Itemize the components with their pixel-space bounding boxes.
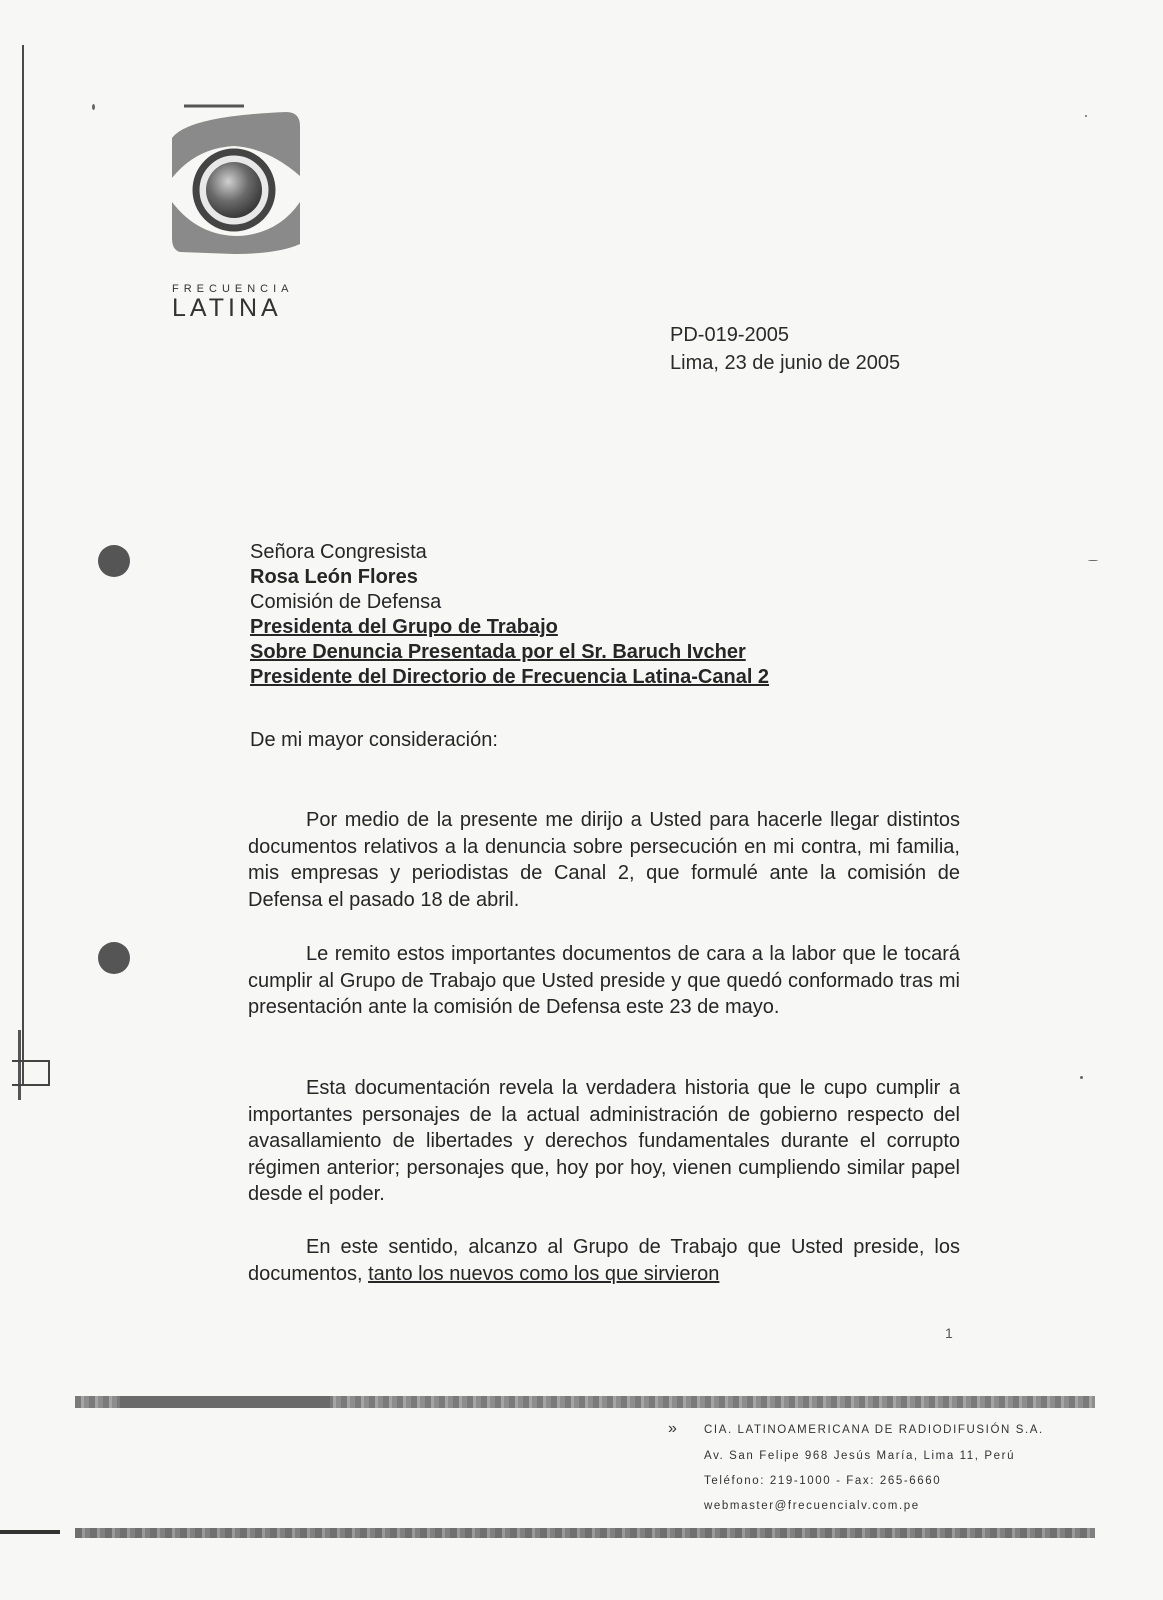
recipient-subject-cont: Presidente del Directorio de Frecuencia Latina-Canal 2 (250, 666, 770, 688)
paragraph-text: Le remito estos importantes documentos de cara a la labor que le tocará cumplir al Grupo de Trabajo que Usted preside y que quedó conformado tras mi presentación ante la comisión de Defensa este 23 de mayo. (248, 943, 960, 1018)
chevron-right-icon: » (668, 1420, 677, 1437)
recipient-block (250, 540, 769, 690)
recipient-title: Señora Congresista (250, 541, 427, 563)
footer-rule-bottom (75, 1528, 1095, 1538)
page-number: 1 (945, 1325, 953, 1341)
clip-mark (12, 1060, 50, 1086)
punch-hole (98, 942, 130, 974)
salutation: De mi mayor consideración: (250, 729, 498, 751)
recipient-role: Presidenta del Grupo de Trabajo (250, 616, 558, 638)
footer-address: Av. San Felipe 968 Jesús María, Lima 11, Perú (704, 1450, 1016, 1462)
footer-email: webmaster@frecuencialv.com.pe (704, 1500, 920, 1512)
logo-subtitle: FRECUENCIA (172, 283, 294, 295)
footer-rule-left (0, 1530, 60, 1534)
recipient-commission: Comisión de Defensa (250, 591, 442, 613)
footer-company: CIA. LATINOAMERICANA DE RADIODIFUSIÓN S.A. (704, 1424, 1044, 1436)
scan-edge-line (22, 45, 24, 1085)
body-paragraph (248, 1075, 960, 1208)
recipient-subject: Sobre Denuncia Presentada por el Sr. Baruch Ivcher (250, 641, 746, 663)
body-paragraph (248, 807, 960, 913)
punch-hole (98, 545, 130, 577)
paragraph-text: En este sentido, alcanzo al Grupo de Trabajo que Usted preside, los documentos, (248, 1236, 960, 1285)
footer-rule-segment (120, 1396, 330, 1408)
body-paragraph (248, 1234, 960, 1287)
paragraph-text: Por medio de la presente me dirijo a Usted para hacerle llegar distintos documentos relativos a la denuncia sobre persecución en mi contra, mi familia, mis empresas y periodistas de Canal 2, que formulé ante la comisión de Defensa el pasado 18 de abril. (248, 809, 960, 911)
document-reference: PD-019-2005 (670, 324, 789, 346)
document-date: Lima, 23 de junio de 2005 (670, 352, 901, 374)
footer-phone: Teléfono: 219-1000 - Fax: 265-6660 (704, 1475, 942, 1487)
scan-speck (92, 104, 95, 110)
scan-speck (1085, 115, 1087, 117)
body-paragraph (248, 941, 960, 1021)
logo-name: LATINA (172, 294, 282, 322)
paragraph-text: Esta documentación revela la verdadera historia que le cupo cumplir a importantes personajes de la actual administración de gobierno respecto del avasallamiento de libertades y derechos fundamentales durante el corrupto régimen anterior; personajes que, hoy por hoy, vienen cumpliendo similar papel desde el poder. (248, 1077, 960, 1205)
scan-speck (1080, 1076, 1083, 1079)
recipient-name: Rosa León Flores (250, 566, 418, 588)
paragraph-underlined-text: tanto los nuevos como los que sirvieron (368, 1262, 720, 1285)
scan-speck (1088, 560, 1098, 561)
